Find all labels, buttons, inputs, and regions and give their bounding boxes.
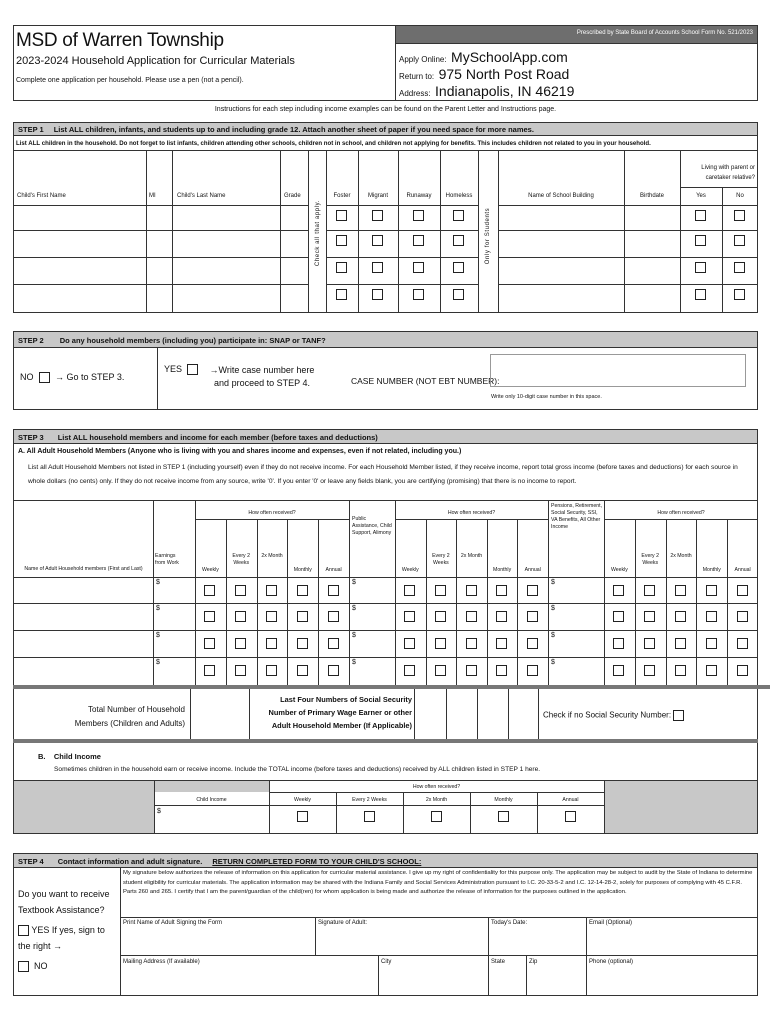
income-weekly-checkbox[interactable] (204, 665, 215, 676)
income-2x-month-checkbox[interactable] (266, 611, 277, 622)
freq-header-weekly: Weekly (201, 567, 219, 573)
income-weekly-checkbox[interactable] (613, 638, 624, 649)
income-monthly-checkbox[interactable] (297, 638, 308, 649)
col-migrant: Migrant (367, 193, 388, 199)
child-income-label: Child Income (196, 797, 227, 803)
child-migrant-checkbox[interactable] (372, 262, 383, 273)
income-monthly-checkbox[interactable] (297, 585, 308, 596)
step1-band: STEP 1 List ALL children, infants, and students up to and including grade 12. Attach another sheet of paper if you need space for more names. (13, 122, 758, 136)
earnings-header: Earnings from Work (155, 553, 179, 566)
child-foster-checkbox[interactable] (336, 235, 347, 246)
income-2x-month-checkbox[interactable] (266, 585, 277, 596)
income-dollar-sign: $ (551, 579, 555, 586)
step2-yes: YES (164, 364, 198, 375)
header-note: Complete one application per household. Please use a pen (not a pencil). (16, 77, 244, 84)
income-weekly-checkbox[interactable] (404, 585, 415, 596)
child-runaway-checkbox[interactable] (413, 289, 424, 300)
child-income-right-shade (604, 781, 757, 833)
textbook-no-checkbox[interactable] (18, 961, 29, 972)
income-2x-month-checkbox[interactable] (266, 638, 277, 649)
income-dollar-sign: $ (156, 632, 160, 639)
print-name-field[interactable]: Print Name of Adult Signing the Form (123, 920, 223, 926)
child-income-dollar: $ (157, 808, 161, 815)
income-monthly-checkbox[interactable] (706, 585, 717, 596)
child-freq-header-monthly: Monthly (494, 797, 513, 803)
step4-band: STEP 4 Contact information and adult signature. RETURN COMPLETED FORM TO YOUR CHILD'S SCHOOL: (13, 853, 758, 868)
freq-header-2x-month: 2x Month (670, 553, 692, 559)
income-every-2-weeks-checkbox[interactable] (235, 665, 246, 676)
income-2x-month-checkbox[interactable] (675, 611, 686, 622)
district-name: MSD of Warren Township (16, 30, 224, 51)
income-every-2-weeks-checkbox[interactable] (644, 665, 655, 676)
city-field[interactable]: City (381, 959, 392, 965)
case-number-label: CASE NUMBER (NOT EBT NUMBER): (351, 376, 500, 386)
income-monthly-checkbox[interactable] (496, 585, 507, 596)
income-annual-checkbox[interactable] (328, 585, 339, 596)
col-school: Name of School Building (528, 193, 594, 199)
section-a-title: A. All Adult Household Members (Anyone who is living with you and shares income and expenses, even if not related, including you.) (18, 448, 462, 455)
child-living-no-checkbox[interactable] (734, 289, 745, 300)
step2-yes-instruction: →Write case number here and proceed to STEP 4. (209, 365, 315, 388)
child-freq-header-every-2-weeks: Every 2 Weeks (352, 797, 387, 803)
income-dollar-sign: $ (551, 659, 555, 666)
income-weekly-checkbox[interactable] (404, 611, 415, 622)
textbook-yes-checkbox[interactable] (18, 925, 29, 936)
income-dollar-sign: $ (352, 659, 356, 666)
child-income-top-shade (155, 781, 269, 792)
child-living-no-checkbox[interactable] (734, 235, 745, 246)
freq-header-every-2-weeks: Every 2 Weeks (432, 553, 450, 566)
freq-header-annual: Annual (325, 567, 342, 573)
income-every-2-weeks-checkbox[interactable] (435, 611, 446, 622)
income-annual-checkbox[interactable] (328, 611, 339, 622)
freq-header-annual: Annual (734, 567, 751, 573)
child-how-often: How often received? (412, 784, 461, 790)
col-grade: Grade (284, 193, 301, 199)
income-annual-checkbox[interactable] (527, 665, 538, 676)
certification-text: My signature below authorizes the release of information on this application for curricular material assistance. I give up my right of confidentiality for this purpose only. The application may be subject to audit by the State of Indiana to determine student eligibility for curricular materials. The application information may be shared with the Indiana Family and Social Services Administration pursuant to I.C. 20-33-5-2 and I.C. 12-14-28-2, solely for purposes of complying with 45 C.F.R. Parts 260 and 265. I certify that I am the parent/guardian of the child(ren) for whom application is being made and authorize the release of information for the purposes outlined in the application. (123, 870, 753, 895)
income-every-2-weeks-checkbox[interactable] (435, 585, 446, 596)
col-check-all: Check all that apply. (315, 199, 321, 267)
income-every-2-weeks-checkbox[interactable] (235, 585, 246, 596)
signature-field[interactable]: Signature of Adult: (318, 920, 368, 926)
textbook-question: Do you want to receive Textbook Assistance? (18, 889, 110, 915)
child-income-weekly-checkbox[interactable] (297, 811, 308, 822)
col-runaway: Runaway (406, 193, 432, 199)
step2-no: NO → Go to STEP 3. (20, 372, 125, 382)
col-yes: Yes (696, 193, 706, 199)
col-mi: MI (149, 193, 156, 199)
income-dollar-sign: $ (352, 579, 356, 586)
income-annual-checkbox[interactable] (737, 665, 748, 676)
how-often-3: How often received? (657, 510, 705, 516)
freq-header-2x-month: 2x Month (460, 553, 483, 559)
col-first-name: Child's First Name (17, 193, 66, 199)
date-field[interactable]: Today's Date: (491, 920, 528, 926)
income-every-2-weeks-checkbox[interactable] (235, 611, 246, 622)
child-income-left-shade (14, 781, 154, 833)
income-monthly-checkbox[interactable] (706, 638, 717, 649)
child-foster-checkbox[interactable] (336, 289, 347, 300)
income-2x-month-checkbox[interactable] (466, 638, 477, 649)
freq-header-annual: Annual (524, 567, 541, 573)
income-every-2-weeks-checkbox[interactable] (644, 638, 655, 649)
income-every-2-weeks-checkbox[interactable] (235, 638, 246, 649)
income-monthly-checkbox[interactable] (706, 611, 717, 622)
income-dollar-sign: $ (156, 659, 160, 666)
step1-subtitle: List ALL children in the household. Do not forget to list infants, children attending other schools, children not in school, and children not applying for benefits. This includes children not related to you in your household. (16, 140, 651, 147)
how-often-1: How often received? (248, 510, 296, 516)
child-freq-header-weekly: Weekly (294, 797, 311, 803)
income-every-2-weeks-checkbox[interactable] (644, 611, 655, 622)
child-migrant-checkbox[interactable] (372, 235, 383, 246)
income-annual-checkbox[interactable] (527, 585, 538, 596)
freq-header-weekly: Weekly (401, 567, 419, 573)
income-2x-month-checkbox[interactable] (675, 585, 686, 596)
child-income-every-2-weeks-checkbox[interactable] (364, 811, 375, 822)
income-dollar-sign: $ (352, 605, 356, 612)
freq-header-every-2-weeks: Every 2 Weeks (232, 553, 250, 566)
public-header: Public Assistance, Child Support, Alimony (352, 516, 392, 536)
income-weekly-checkbox[interactable] (404, 665, 415, 676)
child-freq-header-annual: Annual (562, 797, 579, 803)
child-homeless-checkbox[interactable] (453, 235, 464, 246)
freq-header-weekly: Weekly (610, 567, 628, 573)
income-dollar-sign: $ (352, 632, 356, 639)
income-monthly-checkbox[interactable] (706, 665, 717, 676)
child-runaway-checkbox[interactable] (413, 235, 424, 246)
income-every-2-weeks-checkbox[interactable] (435, 665, 446, 676)
col-only-students: Only for Students (485, 207, 491, 265)
income-dollar-sign: $ (156, 605, 160, 612)
address-row: Address: Indianapolis, IN 46219 (399, 83, 575, 99)
step2-no-checkbox[interactable] (39, 372, 50, 383)
child-living-yes-checkbox[interactable] (695, 235, 706, 246)
child-migrant-checkbox[interactable] (372, 210, 383, 221)
prescribed-text: Prescribed by State Board of Accounts School Form No. 521/2023 (576, 30, 753, 36)
thick-rule-top (13, 685, 770, 689)
income-annual-checkbox[interactable] (737, 638, 748, 649)
freq-header-monthly: Monthly (702, 567, 721, 573)
apply-online-row: Apply Online: MySchoolApp.com (399, 49, 568, 65)
col-homeless: Homeless (445, 193, 473, 199)
mailing-address-field[interactable]: Mailing Address (If available) (123, 959, 200, 965)
income-weekly-checkbox[interactable] (204, 638, 215, 649)
case-number-hint: Write only 10-digit case number in this space. (491, 394, 602, 400)
section-b-text: Sometimes children in the household earn or receive income. Include the TOTAL income (before taxes and deductions) received by ALL children listed in STEP 1 here. (54, 766, 541, 773)
income-annual-checkbox[interactable] (328, 638, 339, 649)
income-weekly-checkbox[interactable] (204, 585, 215, 596)
child-living-yes-checkbox[interactable] (695, 262, 706, 273)
pensions-header: Pensions, Retirement, Social Security, SSI, VA Benefits, All Other Income (551, 503, 603, 530)
child-runaway-checkbox[interactable] (413, 262, 424, 273)
income-weekly-checkbox[interactable] (204, 611, 215, 622)
income-weekly-checkbox[interactable] (404, 638, 415, 649)
section-a-instructions: List all Adult Household Members not listed in STEP 1 (including yourself) even if they do not receive income. For each Household Member listed, if they receive income, report total gross income (before taxes and deductions) for each source in whole dollars (no cents) only. If they do not receive income from any source, write '0'. If you enter '0' or leave any fields blank, you are certifying (promising) that there is no income to report. (28, 464, 738, 485)
child-living-yes-checkbox[interactable] (695, 289, 706, 300)
child-freq-header-2x-month: 2x Month (425, 797, 448, 803)
freq-header-monthly: Monthly (293, 567, 312, 573)
col-birthdate: Birthdate (639, 193, 664, 199)
zip-field[interactable]: Zip (529, 959, 538, 965)
freq-header-2x-month: 2x Month (261, 553, 283, 559)
child-homeless-checkbox[interactable] (453, 210, 464, 221)
income-2x-month-checkbox[interactable] (466, 665, 477, 676)
child-living-no-checkbox[interactable] (734, 262, 745, 273)
income-2x-month-checkbox[interactable] (675, 665, 686, 676)
return-row: Return to: 975 North Post Road (399, 66, 570, 82)
income-2x-month-checkbox[interactable] (466, 611, 477, 622)
income-annual-checkbox[interactable] (737, 611, 748, 622)
child-migrant-checkbox[interactable] (372, 289, 383, 300)
income-annual-checkbox[interactable] (527, 611, 538, 622)
email-field[interactable]: Email (Optional) (589, 920, 633, 926)
child-income-2x-month-checkbox[interactable] (431, 811, 442, 822)
step3-band: STEP 3 List ALL household members and income for each member (before taxes and deductions) (13, 429, 758, 444)
name-header: Name of Adult Household members (First and Last) (24, 566, 143, 572)
income-monthly-checkbox[interactable] (496, 638, 507, 649)
child-income-annual-checkbox[interactable] (565, 811, 576, 822)
textbook-yes: YES If yes, sign to the right → (18, 925, 105, 951)
no-ssn-checkbox[interactable] (673, 710, 684, 721)
income-dollar-sign: $ (551, 632, 555, 639)
col-living-with: Living with parent or caretaker relative? (701, 165, 755, 181)
income-every-2-weeks-checkbox[interactable] (644, 585, 655, 596)
instructions-line: Instructions for each step including income examples can be found on the Parent Letter and Instructions page. (214, 106, 557, 113)
child-homeless-checkbox[interactable] (453, 262, 464, 273)
income-dollar-sign: $ (156, 579, 160, 586)
income-annual-checkbox[interactable] (527, 638, 538, 649)
total-members-label: Total Number of Household Members (Children and Adults) (74, 705, 185, 728)
phone-field[interactable]: Phone (optional) (589, 959, 634, 965)
freq-header-monthly: Monthly (493, 567, 512, 573)
ssn-label: Last Four Numbers of Social Security Number of Primary Wage Earner or other Adult Household Member (If Applicable) (268, 695, 412, 730)
child-foster-checkbox[interactable] (336, 262, 347, 273)
child-living-yes-checkbox[interactable] (695, 210, 706, 221)
income-every-2-weeks-checkbox[interactable] (435, 638, 446, 649)
child-homeless-checkbox[interactable] (453, 289, 464, 300)
child-income-monthly-checkbox[interactable] (498, 811, 509, 822)
step2-yes-checkbox[interactable] (187, 364, 198, 375)
income-2x-month-checkbox[interactable] (466, 585, 477, 596)
income-weekly-checkbox[interactable] (613, 611, 624, 622)
step2-band: STEP 2 Do any household members (including you) participate in: SNAP or TANF? (13, 331, 758, 348)
how-often-2: How often received? (447, 510, 496, 516)
no-ssn: Check if no Social Security Number: (543, 710, 684, 721)
col-last-name: Child's Last Name (177, 193, 226, 199)
state-field[interactable]: State (491, 959, 506, 965)
income-2x-month-checkbox[interactable] (266, 665, 277, 676)
child-living-no-checkbox[interactable] (734, 210, 745, 221)
income-weekly-checkbox[interactable] (613, 585, 624, 596)
col-no: No (736, 193, 744, 199)
case-number-input[interactable] (490, 354, 746, 387)
income-2x-month-checkbox[interactable] (675, 638, 686, 649)
income-monthly-checkbox[interactable] (297, 665, 308, 676)
income-monthly-checkbox[interactable] (496, 665, 507, 676)
income-dollar-sign: $ (551, 605, 555, 612)
child-foster-checkbox[interactable] (336, 210, 347, 221)
step3-frame (13, 429, 758, 834)
income-monthly-checkbox[interactable] (496, 611, 507, 622)
section-b-title: B. Child Income (38, 752, 101, 761)
col-foster: Foster (333, 193, 351, 199)
income-weekly-checkbox[interactable] (613, 665, 624, 676)
income-monthly-checkbox[interactable] (297, 611, 308, 622)
freq-header-every-2-weeks: Every 2 Weeks (641, 553, 659, 566)
income-annual-checkbox[interactable] (328, 665, 339, 676)
child-runaway-checkbox[interactable] (413, 210, 424, 221)
income-annual-checkbox[interactable] (737, 585, 748, 596)
textbook-no: NO (18, 961, 48, 972)
thick-rule-bottom (13, 739, 758, 743)
app-title: 2023-2024 Household Application for Curricular Materials (16, 55, 295, 67)
